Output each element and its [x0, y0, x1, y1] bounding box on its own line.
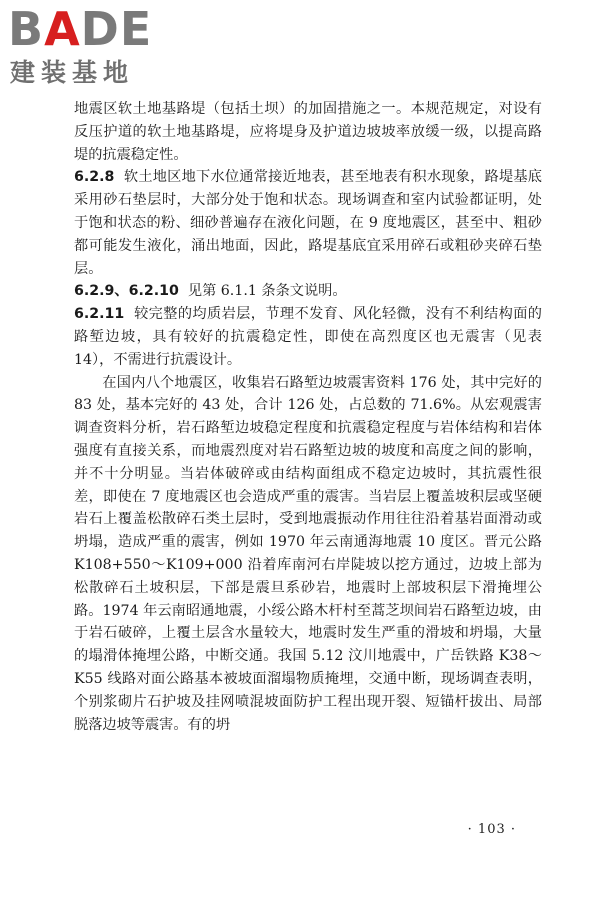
clause-text: 见第 6.1.1 条条文说明。 [187, 283, 347, 300]
bade-logo [8, 4, 178, 90]
paragraph-continuation: 地震区软土地基路堤（包括土坝）的加固措施之一。本规范规定，对设有反压护道的软土地基路堤，应将堤身及护道边坡坡率放缓一级，以提高路堤的抗震稳定性。 [74, 101, 542, 163]
logo-wordmark [8, 4, 152, 54]
clause-number: 6.2.11 [74, 306, 125, 323]
clause-6-2-9-10 [74, 280, 542, 303]
clause-6-2-8 [74, 166, 542, 280]
logo-subtitle: 建装基地 [10, 58, 135, 87]
logo-letters-de: DE [80, 2, 153, 56]
clause-text: 较完整的均质岩层，节理不发育、风化轻微，没有不利结构面的路堑边坡，具有较好的抗震稳定性，即使在高烈度区也无震害（见表 14），不需进行抗震设计。 [74, 306, 542, 368]
clause-text: 软土地区地下水位通常接近地表，甚至地表有积水现象，路堤基底采用砂石垫层时，大部分处于饱和状态。现场调查和室内试验都证明，处于饱和状态的粉、细砂普遍存在液化问题，在 9 度地震区，甚至中、粗砂都可能发生液化，涌出地面，因此，路堤基底宜采用碎石或粗砂夹碎石垫层。 [74, 169, 542, 277]
clause-6-2-11 [74, 303, 542, 371]
page-number: · 103 · [467, 822, 516, 837]
paragraph-body: 在国内八个地震区，收集岩石路堑边坡震害资料 176 处，其中完好的 83 处，基本完好的 43 处，合计 126 处，占总数的 71.6%。从宏观震害调查资料分析，岩石路堑边坡稳定程度和抗震稳定程度与岩体结构和岩体强度有直接关系，而地震烈度对岩石路堑边坡的坡度和高度之间的影响，并不十分明显。当岩体破碎或由结构面组成不稳定边坡时，其抗震性很差，即使在 7 度地震区也会造成严重的震害。当岩层上覆盖坡积层或坚硬岩石上覆盖松散碎石类土层时，受到地震振动作用往往沿着基岩面滑动或坍塌，造成严重的震害，例如 1970 年云南通海地震 10 度区。晋元公路 K108+550～K109+000 沿着库南河右岸陡坡以挖方通过，边坡上部为松散碎石土坡积层，下部是震旦系砂岩，地震时上部坡积层下滑掩埋公路。1974 年云南昭通地震，小绥公路木杆村至蒿芝坝间岩石路堑边坡，由于岩石破碎，上覆土层含水量较大，地震时发生严重的滑坡和坍塌，大量的塌滑体掩埋公路，中断交通。我国 5.12 汶川地震中，广岳铁路 K38～K55 线路对面公路基本被坡面溜塌物质掩埋，交通中断，现场调查表明，个别浆砌片石护坡及挂网喷混坡面防护工程出现开裂、短锚杆拔出、局部脱落边坡等震害。有的坍 [74, 374, 542, 733]
clause-number: 6.2.9、6.2.10 [74, 283, 179, 300]
logo-letter-b: B [8, 2, 45, 56]
document-body [74, 98, 542, 736]
clause-number: 6.2.8 [74, 169, 115, 186]
logo-letter-a-accent: A [44, 2, 81, 56]
